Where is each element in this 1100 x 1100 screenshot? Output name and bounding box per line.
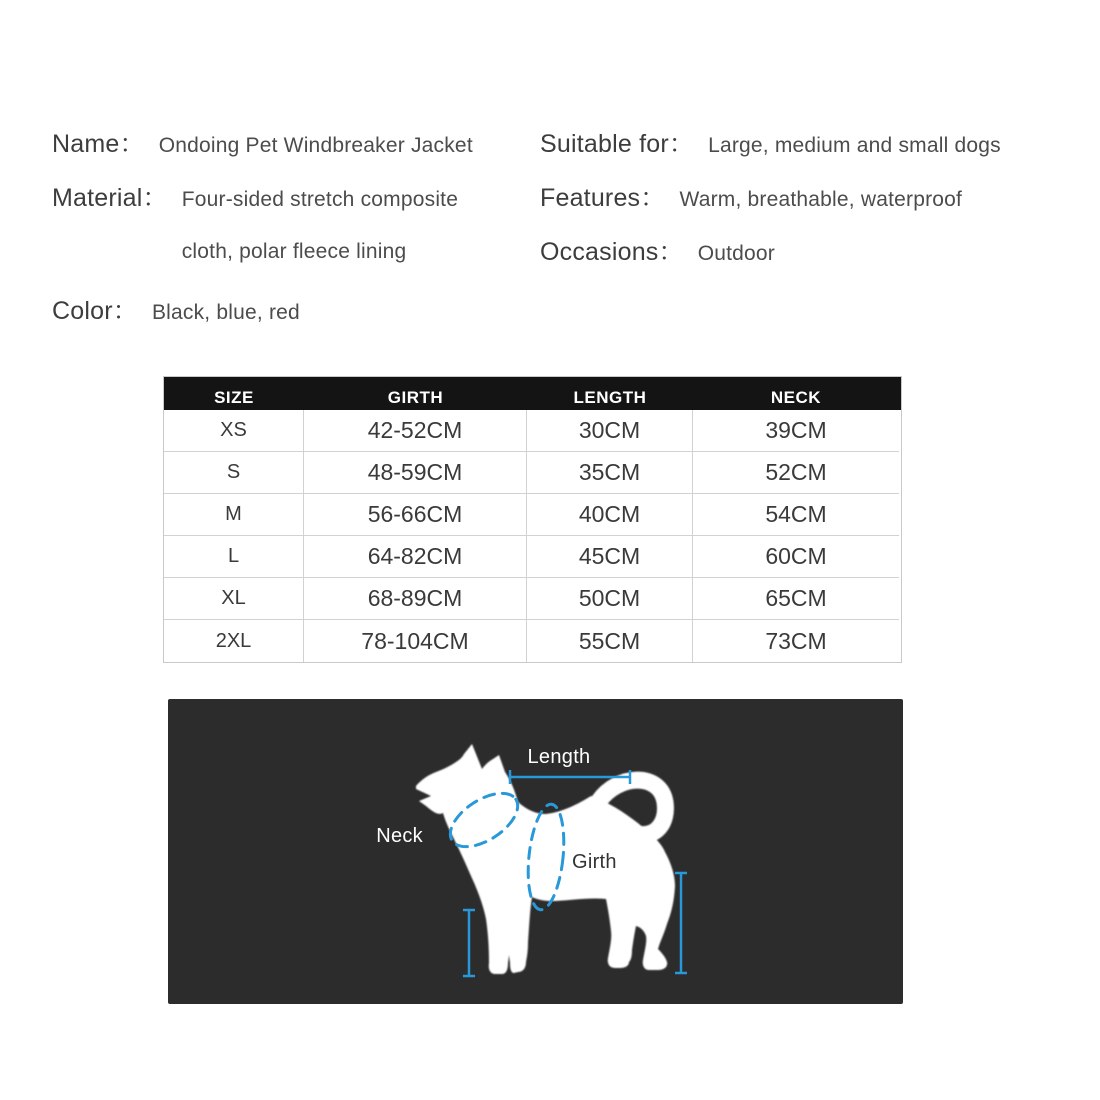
cell-size: XL bbox=[164, 578, 304, 620]
material-value: Four-sided stretch composite cloth, polar fleece lining bbox=[181, 188, 459, 263]
girth-label: Girth bbox=[572, 851, 617, 873]
features-label: Features： bbox=[540, 184, 666, 212]
cell-girth: 56-66CM bbox=[304, 494, 527, 536]
features-value: Warm, breathable, waterproof bbox=[679, 188, 963, 211]
cell-size: L bbox=[164, 536, 304, 578]
table-row bbox=[164, 536, 901, 578]
name-value: Ondoing Pet Windbreaker Jacket bbox=[158, 134, 473, 157]
cell-girth: 78-104CM bbox=[304, 620, 527, 662]
cell-neck: 60CM bbox=[693, 536, 899, 578]
info-row-suitable-for bbox=[540, 118, 1080, 172]
cell-girth: 42-52CM bbox=[304, 410, 527, 452]
cell-length: 50CM bbox=[527, 578, 693, 620]
table-row bbox=[164, 410, 901, 452]
cell-neck: 54CM bbox=[693, 494, 899, 536]
cell-size: XS bbox=[164, 410, 304, 452]
header-neck: NECK bbox=[770, 388, 822, 407]
cell-length: 40CM bbox=[527, 494, 693, 536]
material-label: Material： bbox=[52, 184, 168, 212]
cell-neck: 52CM bbox=[693, 452, 899, 494]
cell-length: 45CM bbox=[527, 536, 693, 578]
suitable-for-value: Large, medium and small dogs bbox=[708, 134, 1001, 157]
table-row bbox=[164, 494, 901, 536]
dog-silhouette-icon bbox=[416, 744, 675, 974]
cell-size: 2XL bbox=[164, 620, 304, 662]
cell-girth: 48-59CM bbox=[304, 452, 527, 494]
cell-neck: 73CM bbox=[765, 627, 827, 654]
cell-length: 30CM bbox=[527, 410, 693, 452]
info-column-left bbox=[52, 118, 522, 339]
front-height-measure-line bbox=[463, 910, 475, 976]
color-label: Color： bbox=[52, 297, 138, 325]
table-row bbox=[164, 578, 901, 620]
cell-neck: 39CM bbox=[693, 410, 899, 452]
neck-label: Neck bbox=[376, 825, 423, 847]
info-row-name bbox=[52, 118, 522, 172]
cell-girth: 68-89CM bbox=[304, 578, 527, 620]
occasions-value: Outdoor bbox=[697, 242, 775, 265]
info-row-occasions bbox=[540, 226, 1080, 280]
dog-measurement-diagram bbox=[168, 699, 903, 1004]
length-label: Length bbox=[527, 746, 591, 768]
size-table bbox=[163, 376, 902, 663]
header-length: LENGTH bbox=[573, 388, 647, 407]
measurement-diagram-panel bbox=[168, 699, 903, 1004]
rear-height-measure-line bbox=[675, 873, 687, 973]
cell-length: 35CM bbox=[527, 452, 693, 494]
table-row bbox=[164, 620, 901, 662]
color-value: Black, blue, red bbox=[151, 301, 300, 324]
cell-length: 55CM bbox=[527, 620, 693, 662]
header-girth: GIRTH bbox=[387, 388, 444, 407]
info-column-right bbox=[540, 118, 1080, 280]
info-row-features bbox=[540, 172, 1080, 226]
cell-girth: 64-82CM bbox=[304, 536, 527, 578]
cell-neck: 65CM bbox=[693, 578, 899, 620]
table-row bbox=[164, 452, 901, 494]
info-row-color bbox=[52, 285, 522, 339]
name-label: Name： bbox=[52, 130, 145, 158]
header-size: SIZE bbox=[214, 388, 254, 407]
size-table-header-row bbox=[164, 377, 901, 410]
cell-size: S bbox=[164, 452, 304, 494]
occasions-label: Occasions： bbox=[540, 238, 684, 266]
cell-size: M bbox=[164, 494, 304, 536]
info-row-material bbox=[52, 172, 522, 278]
suitable-for-label: Suitable for： bbox=[540, 130, 695, 158]
